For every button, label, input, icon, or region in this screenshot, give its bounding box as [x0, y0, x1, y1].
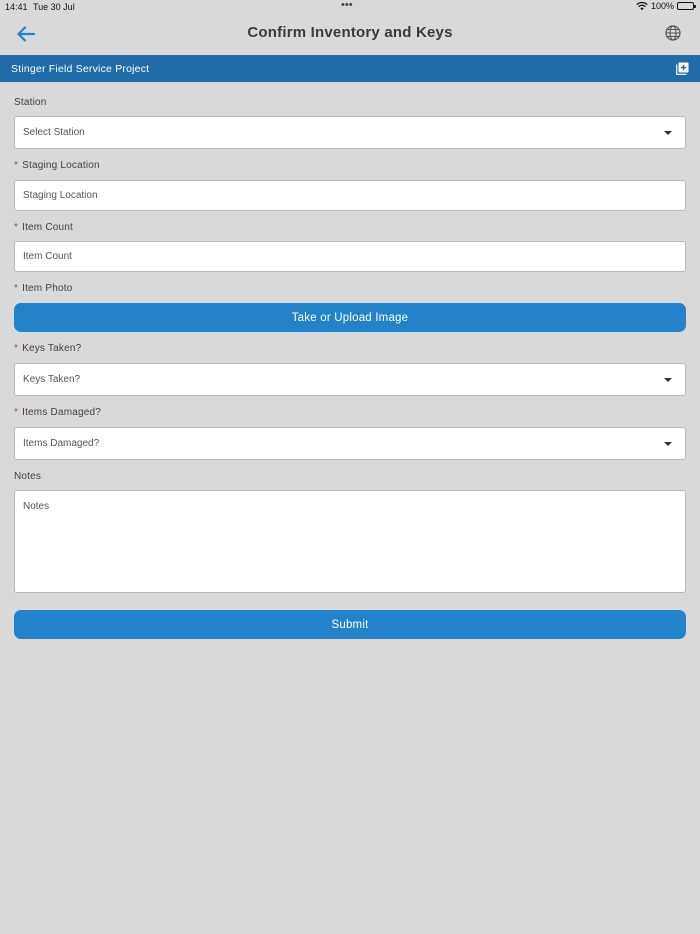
status-bar — [0, 0, 700, 14]
station-label: Station — [14, 97, 47, 108]
status-time: 14:41 — [5, 2, 28, 12]
station-select[interactable] — [14, 116, 686, 149]
wifi-icon — [636, 1, 648, 11]
navigation-bar — [0, 14, 700, 55]
multitasking-dots-icon[interactable]: ••• — [341, 0, 353, 11]
notes-label: Notes — [14, 471, 42, 482]
keys-taken-label: * Keys Taken? — [14, 343, 82, 354]
required-marker: * — [14, 407, 19, 418]
page-title: Confirm Inventory and Keys — [247, 24, 453, 41]
station-select-value: Select Station — [23, 127, 85, 138]
battery-icon — [677, 2, 694, 10]
required-marker: * — [14, 160, 19, 171]
required-marker: * — [14, 222, 19, 233]
required-marker: * — [14, 343, 19, 354]
add-box-icon[interactable] — [676, 62, 689, 75]
keys-taken-select[interactable] — [14, 363, 686, 396]
item-count-input[interactable] — [14, 241, 686, 272]
project-bar — [0, 55, 700, 82]
staging-location-label: * Staging Location — [14, 160, 100, 171]
staging-location-input[interactable] — [14, 180, 686, 211]
status-date: Tue 30 Jul — [33, 2, 75, 12]
required-marker: * — [14, 283, 19, 294]
items-damaged-select[interactable] — [14, 427, 686, 460]
submit-button[interactable]: Submit — [14, 610, 686, 639]
globe-icon[interactable] — [664, 24, 682, 42]
project-name: Stinger Field Service Project — [11, 63, 150, 75]
keys-taken-select-value: Keys Taken? — [23, 374, 81, 385]
items-damaged-select-value: Items Damaged? — [23, 438, 100, 449]
battery-percent: 100% — [650, 1, 674, 11]
items-damaged-label: * Items Damaged? — [14, 407, 102, 418]
notes-textarea[interactable] — [14, 490, 686, 593]
notes-placeholder: Notes — [23, 501, 50, 512]
status-right — [636, 1, 694, 11]
item-count-label: * Item Count — [14, 222, 74, 233]
dropdown-caret-icon — [664, 442, 672, 446]
dropdown-caret-icon — [664, 378, 672, 382]
item-photo-label: * Item Photo — [14, 283, 73, 294]
dropdown-caret-icon — [664, 131, 672, 135]
item-count-placeholder: Item Count — [23, 251, 72, 262]
staging-location-placeholder: Staging Location — [23, 190, 98, 201]
upload-image-button[interactable]: Take or Upload Image — [14, 303, 686, 332]
